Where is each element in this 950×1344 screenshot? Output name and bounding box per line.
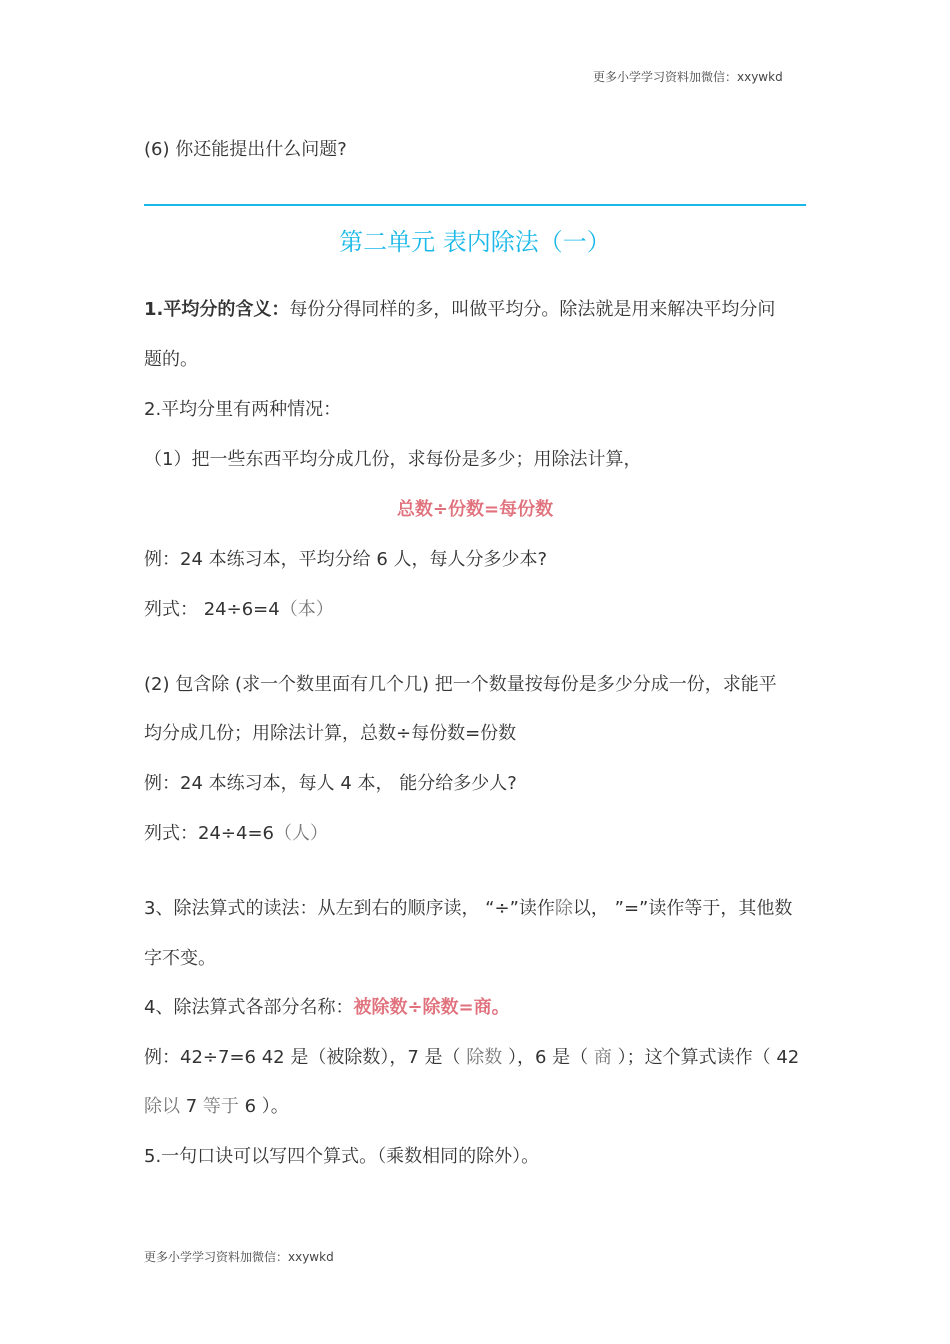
calculation-2-expression: 列式：24÷4=6 — [144, 823, 274, 844]
formula-1: 总数÷份数=每份数 — [396, 499, 554, 520]
case-1: （1）把一些东西平均分成几份，求每份是多少；用除法计算， — [144, 449, 642, 470]
section-1-label: 1.平均分的含义： — [144, 299, 290, 320]
section-4-example-e: ）；这个算式读作（ 42 — [617, 1047, 800, 1068]
title-divider — [144, 204, 806, 206]
section-3-line-2: 字不变。 — [144, 948, 216, 969]
section-4-example — [144, 1045, 799, 1071]
answer-divisor: 除数 — [460, 1047, 508, 1068]
section-4-example-line-2 — [144, 1094, 289, 1120]
section-3-text-b: 除 — [554, 898, 573, 919]
calculation-2-unit: （人） — [273, 823, 328, 844]
section-3-text-a: 3、除法算式的读法：从左到右的顺序读， “÷”读作 — [144, 898, 555, 919]
example-1: 例：24 本练习本，平均分给 6 人，每人分多少本? — [144, 549, 548, 570]
section-4-example-c: ），6 是（ — [507, 1047, 589, 1068]
section-4-formula: 被除数÷除数=商。 — [353, 997, 510, 1018]
case-2-line-1: (2) 包含除 (求一个数里面有几个几) 把一个数量按每份是多少分成一份，求能平 — [144, 674, 777, 695]
section-4-example-a: 例：42÷7=6 42 是（被除数），7 是（ — [144, 1047, 461, 1068]
calculation-2 — [144, 821, 328, 847]
section-1-line-1 — [144, 297, 775, 323]
section-3-line-1 — [144, 896, 792, 922]
reading-c: 等于 — [202, 1096, 239, 1117]
reading-d: 6 ）。 — [238, 1096, 289, 1117]
section-1-line-2: 题的。 — [144, 349, 198, 370]
section-4-label: 4、除法算式各部分名称： — [144, 997, 354, 1018]
unit-title: 第二单元 表内除法（一） — [339, 228, 611, 256]
calculation-1-expression: 列式： 24÷6=4 — [144, 599, 280, 620]
calculation-1-unit: （本） — [279, 599, 334, 620]
section-2-intro: 2.平均分里有两种情况： — [144, 399, 342, 420]
section-4-line-1 — [144, 995, 510, 1021]
reading-a: 除以 — [144, 1096, 180, 1117]
calculation-1 — [144, 597, 334, 623]
page-footer: 更多小学学习资料加微信：xxywkd — [144, 1250, 334, 1264]
case-2-line-2: 均分成几份；用除法计算，总数÷每份数=份数 — [144, 723, 517, 744]
reading-b: 7 — [180, 1096, 203, 1117]
section-3-text-c: 以， ”=”读作等于，其他数 — [572, 898, 793, 919]
section-1-text: 每份分得同样的多，叫做平均分。除法就是用来解决平均分问 — [289, 299, 776, 320]
example-2: 例：24 本练习本，每人 4 本， 能分给多少人? — [144, 773, 517, 794]
answer-quotient: 商 — [588, 1047, 618, 1068]
section-5: 5.一句口诀可以写四个算式。（乘数相同的除外）。 — [144, 1146, 540, 1167]
question-6: (6) 你还能提出什么问题? — [144, 139, 347, 160]
page-header: 更多小学学习资料加微信：xxywkd — [593, 70, 783, 84]
